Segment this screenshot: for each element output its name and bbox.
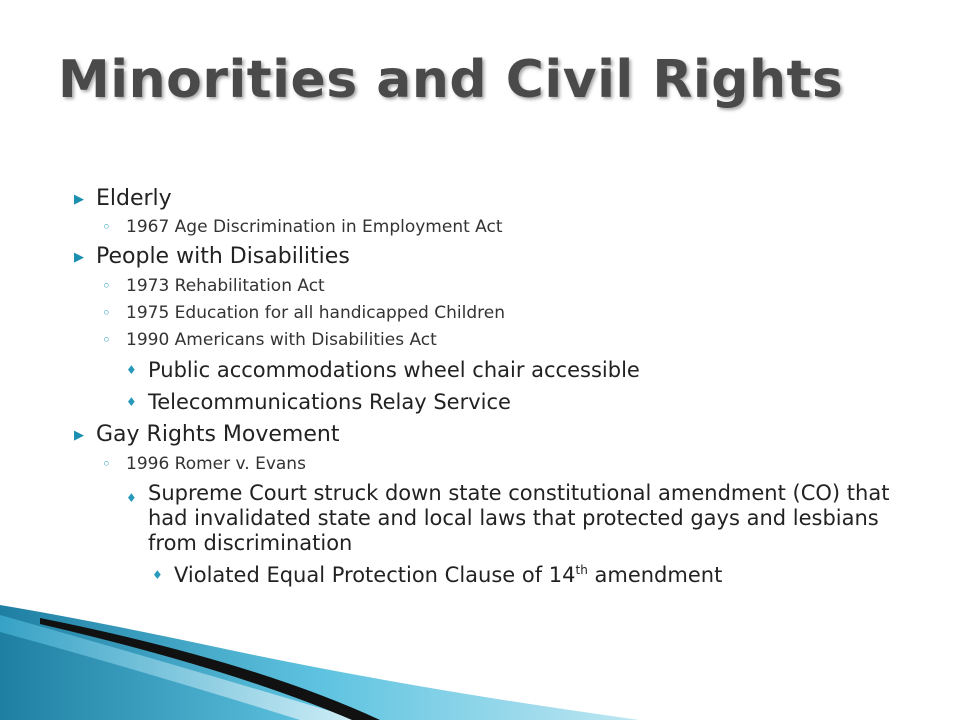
ring-icon: ◦ <box>102 218 111 236</box>
bullet-text: 1967 Age Discrimination in Employment Act <box>126 217 503 237</box>
bullet-text: 1996 Romer v. Evans <box>126 454 306 474</box>
violated-text-suffix: amendment <box>587 563 723 587</box>
bullet-text: People with Disabilities <box>96 244 350 269</box>
diamond-icon: ♦ <box>152 568 163 582</box>
diamond-icon: ♦ <box>126 491 137 505</box>
bullet-text: 1973 Rehabilitation Act <box>126 276 325 296</box>
bullet-text: 1990 Americans with Disabilities Act <box>126 330 437 350</box>
diamond-icon: ♦ <box>126 363 137 377</box>
arrow-right-icon: ▶ <box>74 250 84 265</box>
ring-icon: ◦ <box>102 304 111 322</box>
violated-text-prefix: Violated Equal Protection Clause of 14 <box>174 563 576 587</box>
ring-icon: ◦ <box>102 331 111 349</box>
ring-icon: ◦ <box>102 277 111 295</box>
bullet-text: Public accommodations wheel chair accessible <box>148 358 640 382</box>
arrow-right-icon: ▶ <box>74 192 84 207</box>
bullet-text: Elderly <box>96 186 172 211</box>
ordinal-superscript: th <box>575 563 588 577</box>
bullet-text: Gay Rights Movement <box>96 422 340 447</box>
diamond-icon: ♦ <box>126 395 137 409</box>
arrow-right-icon: ▶ <box>74 428 84 443</box>
bullet-text: 1975 Education for all handicapped Children <box>126 303 505 323</box>
slide-title: Minorities and Civil Rights <box>58 50 844 110</box>
ring-icon: ◦ <box>102 455 111 473</box>
bullet-text: Telecommunications Relay Service <box>148 390 511 414</box>
bullet-text: Supreme Court struck down state constitutional amendment (CO) that had invalidated state and local laws that protected gays and lesbians from discrimination <box>148 481 890 555</box>
